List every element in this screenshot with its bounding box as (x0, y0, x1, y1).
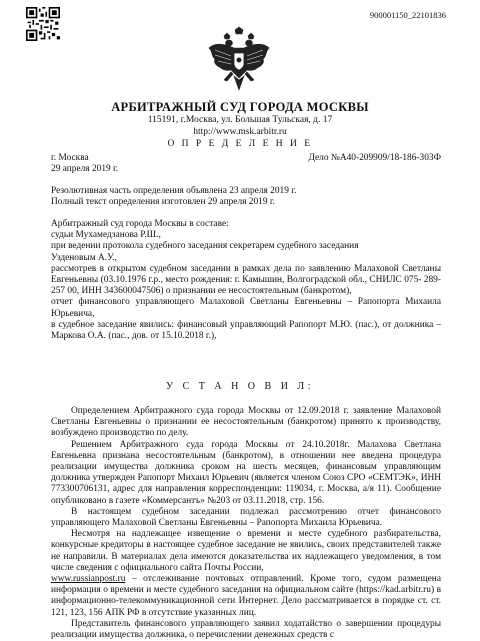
appeared-paragraph: в судебное заседание явились: финансовый управляющий Рапопорт М.Ю. (пас.), от должника – Маркова О.А. (пас., дов. от 15.10.2018 г.), (51, 319, 441, 342)
body-block (51, 406, 441, 641)
fulltext-line: Полный текст определения изготовлен 29 апреля 2019 г. (51, 197, 275, 208)
dates-block (51, 186, 441, 208)
decision-date: 29 апреля 2019 г. (51, 164, 119, 175)
court-website: http://www.msk.arbitr.ru (193, 127, 287, 137)
document-id: 900001150_22101836 (369, 10, 446, 20)
court-address: 115191, г.Москва, ул. Большая Тульская, д. 17 (147, 115, 333, 125)
composition-line: судьи Мухамедзанова Р.Ш., (51, 230, 161, 241)
case-number: Дело №А40-209909/18-186-303Ф (308, 153, 441, 163)
body-paragraph (51, 529, 441, 619)
court-name: АРБИТРАЖНЫЙ СУД ГОРОДА МОСКВЫ (111, 100, 369, 114)
report-paragraph: отчет финансового управляющего Малаховой Светланы Евгеньевны – Рапопорта Михаила Юрьевича, (51, 297, 441, 319)
body-paragraph: Решением Арбитражного суда города Москвы от 24.10.2018г. Малахова Светлана Евгеньевна признана несостоятельным (банкротом), в отношении нее введена процедура реализации имущества должника сроком на шесть месяцев, финансовым управляющим должника утвержден Рапопорт Михаил Юрьевич (является членом Союз СРО «СЕМТЭК», ИНН 773300706131, адрес для направления корреспонденции: 119034, г. Москва, а/я 11). Сообщение опубликовано в газете «Коммерсантъ» №203 от 03.11.2018, стр. 156. (51, 439, 441, 506)
body-paragraph: Представитель финансового управляющего заявил ходатайство о завершении процедуры реализации имущества должника, о перечислении денежных средств с (51, 618, 441, 641)
russianpost-link[interactable]: www.russianpost.ru (51, 574, 126, 585)
body-paragraph: Определением Арбитражного суда города Москвы от 12.09.2018 г. заявление Малаховой Светланы Евгеньевны о признании ее несостоятельным (банкротом) принято к производству, возбуждено производство по делу. (51, 406, 441, 439)
document-type: О П Р Е Д Е Л Е Н И Е (167, 139, 313, 149)
composition-line: Арбитражный суд города Москвы в составе: (51, 219, 229, 229)
para4-end: – отслеживание почтовых отправлений. Кроме того, судом размещена информация о времени и месте судебного заседания на официальном сайте (https://kad.arbitr.ru) в информационно-телекоммуникационной сети Интернет. Дело рассматривается в порядке ст. ст. 121, 123, 156 АПК РФ в отсутствие указанных лиц. (51, 574, 441, 618)
considered-paragraph: рассмотрев в открытом судебном заседании в рамках дела по заявлению Малаховой Светланы Евгеньевны (03.10.1976 г.р., место рождения: г. Камышин, Волгоградской обл., СНИЛС 075- 289-257 00, ИНН 343600047506) о признании ее несостоятельным (банкротом), (51, 263, 441, 297)
place-case-block (51, 153, 441, 175)
qr-code-icon (26, 7, 60, 41)
composition-block (51, 219, 441, 342)
para4-start: Несмотря на надлежащее извещение о времени и месте судебного разбирательства, конкурсные кредиторы в настоящее судебное заседание не явились, своих представителей также не направили. В материалах дела имеются доказательства их надлежащего уведомления, в том числе сведения с официального сайта Почты России, (51, 529, 441, 573)
city: г. Москва (51, 153, 89, 163)
body-paragraph: В настоящем судебном заседании подлежал рассмотрению отчет финансового управляющего Малаховой Светланы Евгеньевны – Рапопорта Михаила Юрьевича. (51, 506, 441, 529)
established-heading: У С Т А Н О В И Л: (166, 381, 314, 392)
composition-line: при ведении протокола судебного заседания секретарем судебного заседания (51, 241, 359, 252)
resolution-line: Резолютивная часть определения объявлена 23 апреля 2019 г. (51, 186, 297, 196)
coat-of-arms-icon (207, 26, 271, 94)
composition-line: Узденовым А.У., (51, 252, 117, 263)
